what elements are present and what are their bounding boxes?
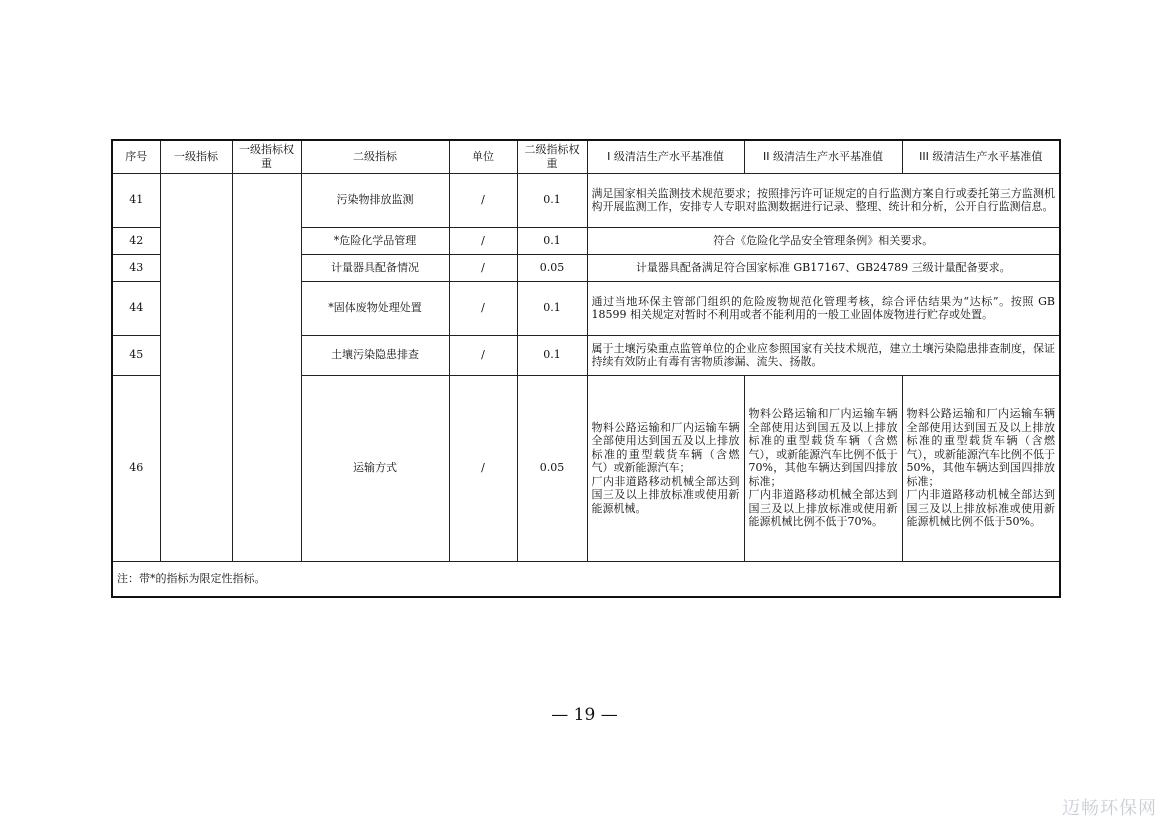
- row-number: 44: [112, 281, 160, 335]
- unit-cell: /: [449, 254, 517, 281]
- header-grade2: II 级清洁生产水平基准值: [744, 140, 902, 173]
- header-grade3: III 级清洁生产水平基准值: [902, 140, 1060, 173]
- criteria-cell: 满足国家相关监测技术规范要求；按照排污许可证规定的自行监测方案自行或委托第三方监测机构开展监测工作，安排专人专职对监测数据进行记录、整理、统计和分析，公开自行监测信息。: [587, 173, 1060, 227]
- level1-cell: [160, 173, 232, 561]
- unit-cell: /: [449, 281, 517, 335]
- table-row: [112, 173, 1060, 227]
- header-level2: 二级指标: [301, 140, 449, 173]
- criteria-cell: 计量器具配备满足符合国家标准 GB17167、GB24789 三级计量配备要求。: [587, 254, 1060, 281]
- weight-cell: 0.05: [517, 375, 587, 561]
- unit-cell: /: [449, 335, 517, 375]
- unit-cell: /: [449, 227, 517, 254]
- note-row: [112, 561, 1060, 597]
- indicator-name: 运输方式: [301, 375, 449, 561]
- row-number: 45: [112, 335, 160, 375]
- header-level1: 一级指标: [160, 140, 232, 173]
- weight-cell: 0.05: [517, 254, 587, 281]
- grade2-criteria: 物料公路运输和厂内运输车辆全部使用达到国五及以上排放标准的重型载货车辆（含燃气），或新能源汽车比例不低于70%，其他车辆达到国四排放标准； 厂内非道路移动机械全部达到国三及以上排放标准或使用新能源机械比例不低于70%。: [744, 375, 902, 561]
- header-level2-weight: 二级指标权重: [517, 140, 587, 173]
- criteria-cell: 符合《危险化学品安全管理条例》相关要求。: [587, 227, 1060, 254]
- indicator-name: 土壤污染隐患排查: [301, 335, 449, 375]
- header-seq: 序号: [112, 140, 160, 173]
- row-number: 46: [112, 375, 160, 561]
- indicator-name: *固体废物处理处置: [301, 281, 449, 335]
- indicator-name: 计量器具配备情况: [301, 254, 449, 281]
- criteria-cell: 通过当地环保主管部门组织的危险废物规范化管理考核，综合评估结果为“达标”。按照 GB 18599 相关规定对暂时不利用或者不能利用的一般工业固体废物进行贮存或处置。: [587, 281, 1060, 335]
- weight-cell: 0.1: [517, 227, 587, 254]
- weight-cell: 0.1: [517, 173, 587, 227]
- watermark-logo: 迈畅环保网: [1062, 798, 1157, 819]
- header-unit: 单位: [449, 140, 517, 173]
- header-grade1: I 级清洁生产水平基准值: [587, 140, 744, 173]
- header-row: [112, 140, 1060, 173]
- unit-cell: /: [449, 173, 517, 227]
- indicator-name: *危险化学品管理: [301, 227, 449, 254]
- row-number: 43: [112, 254, 160, 281]
- row-number: 42: [112, 227, 160, 254]
- grade1-criteria: 物料公路运输和厂内运输车辆全部使用达到国五及以上排放标准的重型载货车辆（含燃气）或新能源汽车； 厂内非道路移动机械全部达到国三及以上排放标准或使用新能源机械。: [587, 375, 744, 561]
- weight-cell: 0.1: [517, 335, 587, 375]
- criteria-cell: 属于土壤污染重点监管单位的企业应参照国家有关技术规范，建立土壤污染隐患排查制度，保证持续有效防止有毒有害物质渗漏、流失、扬散。: [587, 335, 1060, 375]
- weight-cell: 0.1: [517, 281, 587, 335]
- page-number: — 19 —: [551, 705, 618, 725]
- row-number: 41: [112, 173, 160, 227]
- table-note: 注：带*的指标为限定性指标。: [112, 561, 1060, 597]
- level1-weight-cell: [232, 173, 301, 561]
- indicator-name: 污染物排放监测: [301, 173, 449, 227]
- header-level1-weight: 一级指标权重: [232, 140, 301, 173]
- grade3-criteria: 物料公路运输和厂内运输车辆全部使用达到国五及以上排放标准的重型载货车辆（含燃气），或新能源汽车比例不低于50%，其他车辆达到国四排放标准； 厂内非道路移动机械全部达到国三及以上排放标准或使用新能源机械比例不低于50%。: [902, 375, 1060, 561]
- indicator-table: [111, 139, 1061, 598]
- unit-cell: /: [449, 375, 517, 561]
